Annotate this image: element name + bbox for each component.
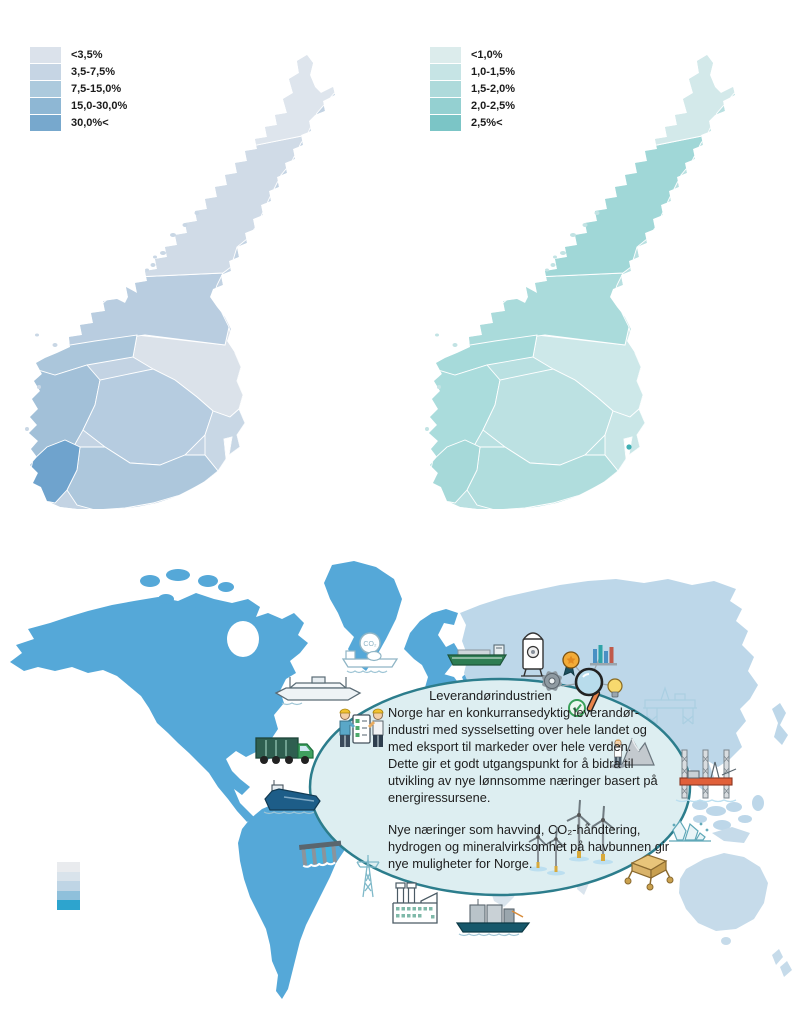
legend-label: <3,5% [71, 49, 103, 61]
bubble-line: utvikling av nye lønnsomme næringer basert på [388, 773, 658, 788]
mini-color-scale [57, 862, 80, 910]
southeast-asia-islands [692, 795, 764, 830]
factory-icon [393, 883, 437, 923]
legend-label: 2,5%< [471, 117, 503, 129]
svg-text:CO₂: CO₂ [363, 641, 377, 648]
bubble-line: hydrogen og mineralvirksomhet på havbunnen gir [388, 839, 669, 854]
continent-greenland [324, 561, 402, 671]
legend-label: <1,0% [471, 49, 503, 61]
region-nordland [535, 135, 707, 277]
legend-label: 1,0-1,5% [471, 66, 516, 78]
jackup-rig-icon [676, 750, 736, 802]
bubble-line: industri med sysselsetting over hele landet og [388, 722, 647, 737]
bubble-text [388, 687, 673, 872]
legend-label: 2,0-2,5% [471, 100, 516, 112]
legend-label: 1,5-2,0% [471, 83, 516, 95]
bubble-paragraph-gap [388, 806, 673, 821]
new-zealand [721, 937, 792, 977]
norway-choropleth-left [25, 35, 345, 525]
region-nordland [135, 135, 307, 277]
region-finnmark [645, 25, 745, 147]
oslo-marker [626, 444, 631, 449]
hudson-bay [227, 621, 259, 657]
bubble-line: nye muligheter for Norge. [388, 856, 533, 871]
bubble-line: med eksport til markeder over hele verden. [388, 739, 632, 754]
storage-tank-icon [521, 633, 545, 676]
legend-label: 30,0%< [71, 117, 109, 129]
continent-north-america [10, 593, 308, 822]
mini-scale-swatch [57, 872, 80, 882]
workers-planning-icon [340, 709, 383, 747]
truck-icon [256, 738, 313, 764]
mini-scale-swatch [57, 862, 80, 872]
japan [772, 703, 788, 745]
mini-scale-swatch [57, 900, 80, 910]
legend-label: 15,0-30,0% [71, 100, 128, 112]
co2-carrier-ship-icon [343, 633, 397, 673]
bubble-title: Leverandørindustrien [429, 688, 552, 703]
new-guinea [712, 827, 750, 843]
norway-choropleth-right [425, 35, 745, 525]
region-finnmark [245, 25, 345, 147]
legend-label: 3,5-7,5% [71, 66, 116, 78]
bubble-line: Nye næringer som havvind, CO₂-håndtering, [388, 822, 641, 837]
mini-scale-swatch [57, 891, 80, 901]
bubble-line: Dette gir et godt utgangspunkt for å bidra til [388, 756, 634, 771]
bubble-line: energiressursene. [388, 790, 491, 805]
heavy-transport-ship-icon [457, 899, 529, 936]
legend-label: 7,5-15,0% [71, 83, 122, 95]
mini-scale-swatch [57, 881, 80, 891]
ferry-icon [276, 677, 360, 705]
bubble-line: Norge har en konkurransedyktig leverandør- [388, 705, 640, 720]
continent-australia [679, 853, 768, 931]
